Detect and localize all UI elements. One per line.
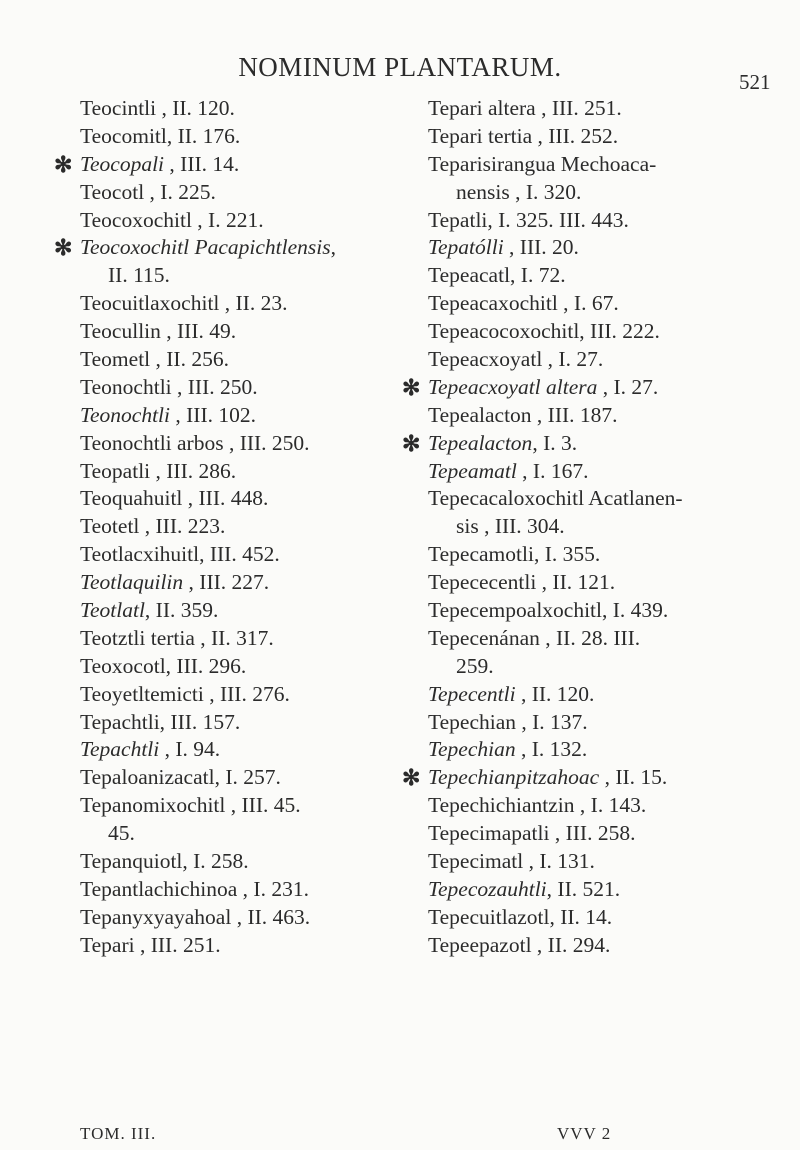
index-entry [80, 458, 410, 486]
entry-text: Tepanyxyayahoal , II. 463. [80, 904, 311, 929]
entry-text: Tepanquiotl, I. 258. [80, 849, 249, 874]
asterisk-icon: ✻ [54, 235, 73, 261]
entry-text: Teocoxochitl , I. 221. [80, 207, 264, 232]
entry-text: Teocullin , III. 49. [80, 319, 237, 344]
entry-text: Tepeacocoxochitl, III. 222. [428, 319, 660, 344]
page-reference: , I. 94. [159, 737, 221, 762]
entry-text: Teotztli tertia , II. 317. [80, 625, 274, 650]
index-entry [80, 820, 410, 848]
entry-text: Teotlacxihuitl, III. 452. [80, 542, 280, 567]
entry-text: Tepechian , I. 137. [428, 709, 588, 734]
page-number: 521 [739, 70, 771, 94]
index-entry [80, 346, 410, 374]
entry-text: Tepaloanizacatl, I. 257. [80, 765, 281, 790]
index-entry [428, 597, 778, 625]
index-entry [80, 123, 410, 151]
entry-text: Tepecuitlazotl, II. 14. [428, 904, 613, 929]
index-entry [428, 95, 778, 123]
index-entry [428, 736, 778, 764]
page-reference: , III. 14. [164, 151, 240, 176]
index-entry [80, 95, 410, 123]
index-entry [80, 179, 410, 207]
index-entry [428, 458, 778, 486]
index-entry [54, 234, 410, 262]
index-entry [428, 207, 778, 235]
index-entry [402, 374, 778, 402]
entry-text: sis , III. 304. [456, 514, 565, 539]
page-reference: , II. 15. [599, 765, 668, 790]
index-entry [428, 123, 778, 151]
index-entry [428, 151, 778, 179]
index-entry [80, 430, 410, 458]
plant-name: Tepeacxoyatl altera [428, 374, 598, 399]
entry-text: Tepecimatl , I. 131. [428, 849, 595, 874]
entry-text: nensis , I. 320. [456, 179, 582, 204]
index-entry [80, 848, 410, 876]
entry-text: Tepatli, I. 325. III. 443. [428, 207, 629, 232]
index-entry [80, 318, 410, 346]
index-entry [80, 569, 410, 597]
entry-text: 45. [108, 821, 135, 846]
index-entry [80, 541, 410, 569]
index-entry [80, 932, 410, 960]
entry-text: Tepecimapatli , III. 258. [428, 821, 636, 846]
index-entry [80, 374, 410, 402]
index-entry [428, 932, 778, 960]
page-reference: , I. 27. [597, 374, 659, 399]
index-entry [402, 430, 778, 458]
plant-name: Tepatólli [428, 235, 504, 260]
entry-text: II. 115. [108, 263, 170, 288]
page-reference: , [330, 235, 336, 260]
asterisk-icon: ✻ [402, 430, 421, 456]
plant-name: Teocoxochitl Pacapichtlensis [80, 235, 331, 260]
index-entry [428, 262, 778, 290]
page-reference: , III. 227. [183, 570, 270, 595]
entry-text: Tepari , III. 251. [80, 932, 221, 957]
index-entry [80, 904, 410, 932]
entry-text: Tepealacton , III. 187. [428, 402, 618, 427]
index-entry [402, 764, 778, 792]
index-entry [80, 876, 410, 904]
index-entry [80, 764, 410, 792]
index-entry [428, 681, 778, 709]
asterisk-icon: ✻ [402, 374, 421, 400]
plant-name: Teonochtli [80, 402, 170, 427]
plant-name: Tepeamatl [428, 458, 517, 483]
index-entry [80, 792, 410, 820]
plant-name: Tepechian [428, 737, 516, 762]
entry-text: Teocuitlaxochitl , II. 23. [80, 291, 288, 316]
index-entry [80, 262, 410, 290]
entry-text: Tepechichiantzin , I. 143. [428, 793, 647, 818]
entry-text: Teonochtli , III. 250. [80, 374, 258, 399]
page-reference: , I. 3. [532, 430, 578, 455]
index-entry [428, 820, 778, 848]
index-entry [428, 904, 778, 932]
index-entry [428, 179, 778, 207]
index-entry [428, 402, 778, 430]
index-entry [428, 709, 778, 737]
entry-text: Tepeacxoyatl , I. 27. [428, 347, 604, 372]
index-entry [428, 513, 778, 541]
asterisk-icon: ✻ [54, 151, 73, 177]
plant-name: Tepechianpitzahoac [428, 765, 600, 790]
entry-text: Teocotl , I. 225. [80, 179, 216, 204]
asterisk-icon: ✻ [402, 765, 421, 791]
index-entry [80, 402, 410, 430]
plant-name: Tepecozauhtli [428, 876, 547, 901]
entry-text: Tepeepazotl , II. 294. [428, 932, 611, 957]
index-entry [80, 625, 410, 653]
plant-name: Teocopali [80, 151, 165, 176]
index-entry [428, 848, 778, 876]
entry-text: Tepanomixochitl , III. 45. [80, 793, 301, 818]
index-entry [428, 541, 778, 569]
index-entry [428, 290, 778, 318]
entry-text: Tepeacatl, I. 72. [428, 263, 566, 288]
entry-text: Teocomitl, II. 176. [80, 123, 241, 148]
index-entry [80, 736, 410, 764]
entry-text: Teocintli , II. 120. [80, 96, 235, 120]
index-entry [428, 792, 778, 820]
page-reference: , I. 132. [515, 737, 588, 762]
entry-text: Tepeacaxochitl , I. 67. [428, 291, 619, 316]
page-title: NOMINUM PLANTARUM. [238, 52, 562, 82]
index-entry [428, 569, 778, 597]
entry-text: Tepecamotli, I. 355. [428, 542, 601, 567]
entry-text: Teopatli , III. 286. [80, 458, 237, 483]
index-entry [54, 151, 410, 179]
entry-text: Tepantlachichinoa , I. 231. [80, 876, 309, 901]
plant-name: Tepealacton [428, 430, 533, 455]
page-reference: , III. 102. [170, 402, 256, 427]
index-entry [80, 485, 410, 513]
index-entry [80, 709, 410, 737]
plant-name: Tepecentli [428, 681, 516, 706]
page-reference: , I. 167. [516, 458, 589, 483]
index-entry [80, 513, 410, 541]
page-reference: , III. 20. [503, 235, 579, 260]
index-entry [428, 234, 778, 262]
plant-name: Tepachtli [80, 737, 160, 762]
entry-text: Teonochtli arbos , III. 250. [80, 430, 310, 455]
entry-text: Tepari tertia , III. 252. [428, 123, 619, 148]
index-entry [428, 485, 778, 513]
index-entry [80, 290, 410, 318]
plant-name: Teotlatl [80, 598, 145, 623]
entry-text: Teoquahuitl , III. 448. [80, 486, 269, 511]
index-entry [428, 346, 778, 374]
entry-text: Teotetl , III. 223. [80, 514, 226, 539]
index-entry [80, 681, 410, 709]
entry-text: Tepecempoalxochitl, I. 439. [428, 598, 669, 623]
index-entry [428, 876, 778, 904]
page-reference: , II. 359. [144, 598, 219, 623]
entry-text: Teoyetltemicti , III. 276. [80, 681, 290, 706]
plant-name: Teotlaquilin [80, 570, 184, 595]
volume-signature: TOM. III. [80, 1124, 157, 1143]
entry-text: Tepecacaloxochitl Acatlanen- [428, 486, 683, 511]
right-column [402, 95, 778, 960]
page-reference: , II. 120. [515, 681, 595, 706]
index-entry [428, 653, 778, 681]
gathering-signature: VVV 2 [557, 1124, 612, 1143]
index-entry [80, 597, 410, 625]
page-reference: , II. 521. [546, 876, 621, 901]
entry-text: Teoxocotl, III. 296. [80, 653, 247, 678]
entry-text: 259. [456, 653, 494, 678]
entry-text: Teparisirangua Mechoaca- [428, 151, 657, 176]
entry-text: Tepecenánan , II. 28. III. [428, 625, 641, 650]
index-entry [80, 653, 410, 681]
entry-text: Teometl , II. 256. [80, 347, 229, 372]
index-entry [80, 207, 410, 235]
entry-text: Tepachtli, III. 157. [80, 709, 241, 734]
entry-text: Tepececentli , II. 121. [428, 570, 616, 595]
entry-text: Tepari altera , III. 251. [428, 96, 622, 120]
index-entry [428, 625, 778, 653]
index-entry [428, 318, 778, 346]
left-column [54, 95, 410, 960]
